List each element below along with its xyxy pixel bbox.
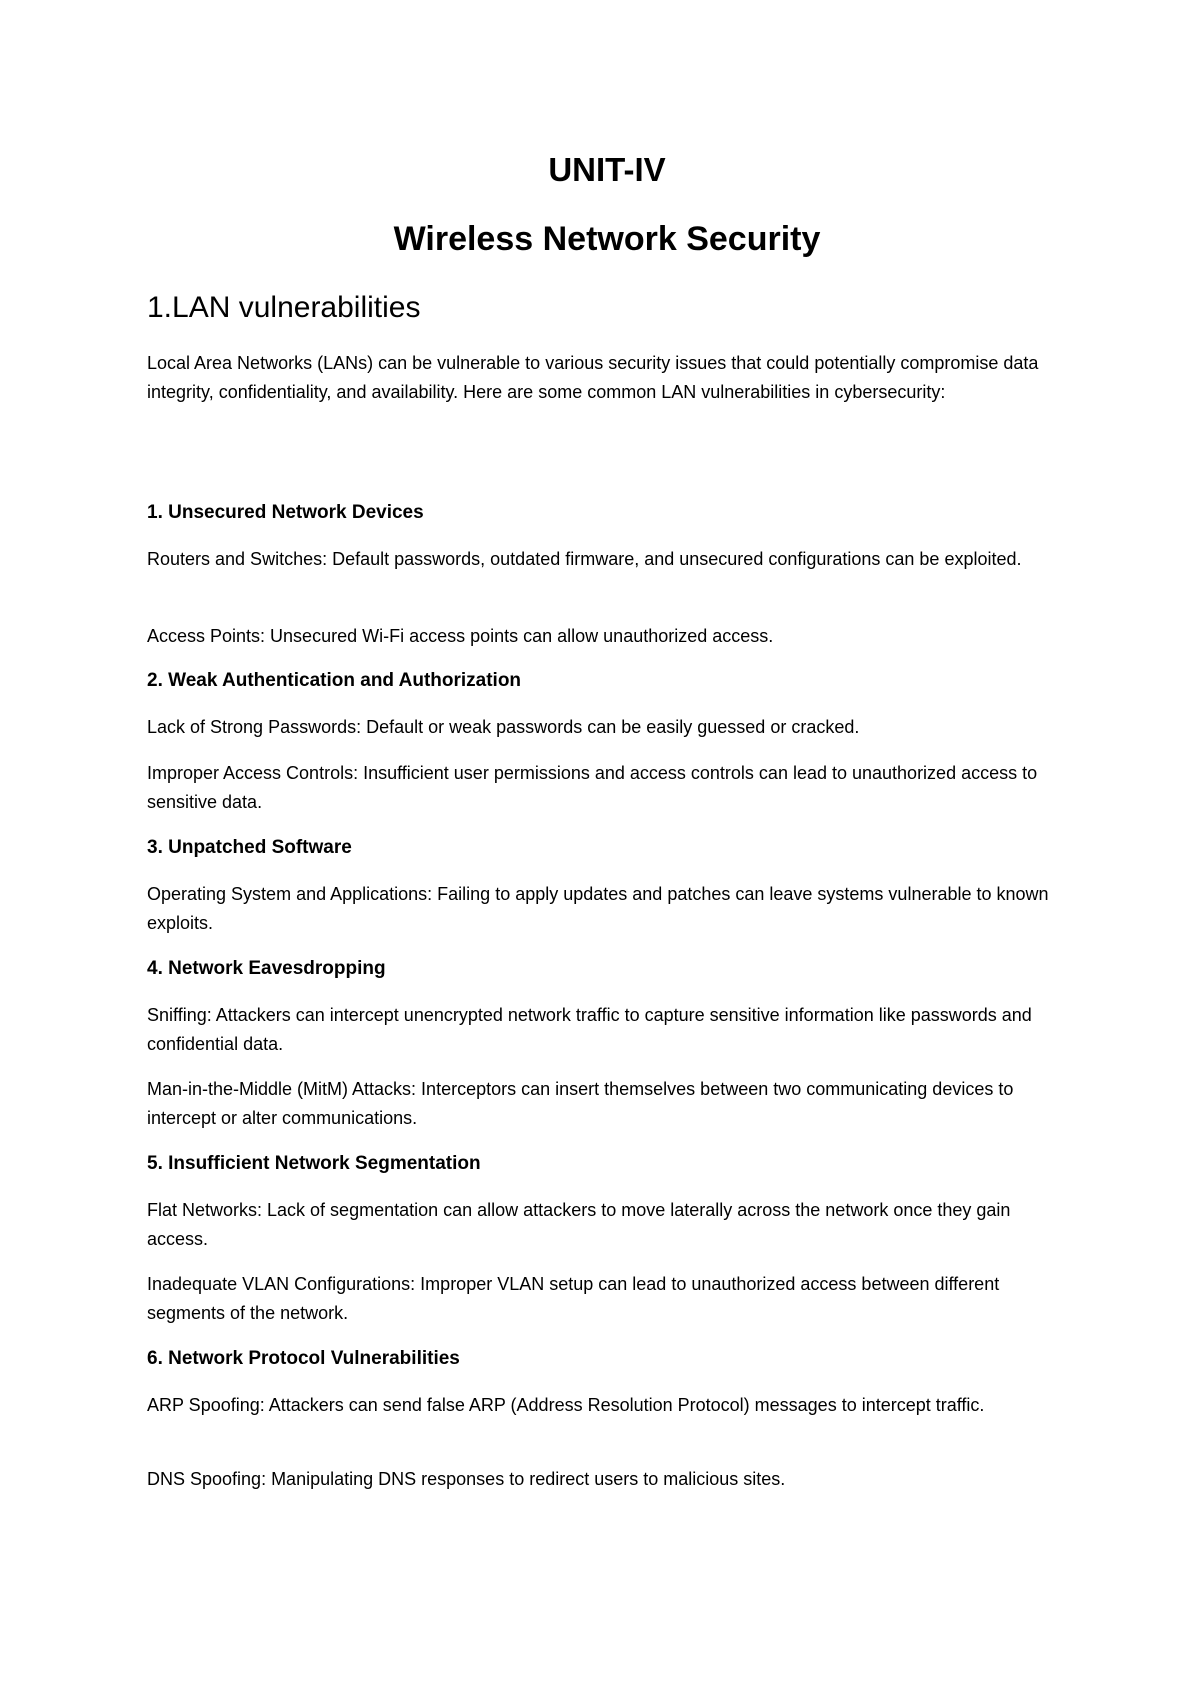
item-heading-4: 4. Network Eavesdropping [147, 958, 386, 979]
item-heading-2: 2. Weak Authentication and Authorization [147, 670, 522, 691]
item-heading-1: 1. Unsecured Network Devices [147, 502, 424, 523]
item-6-paragraph-1: ARP Spoofing: Attackers can send false ARP (Address Resolution Protocol) messages to intercept traffic. [147, 1395, 985, 1415]
item-1-paragraph-2: Access Points: Unsecured Wi-Fi access points can allow unauthorized access. [147, 626, 774, 646]
section-number: 1. [147, 291, 173, 324]
item-1-paragraph-1: Routers and Switches: Default passwords, outdated firmware, and unsecured configurations can be exploited. [147, 549, 1022, 569]
item-heading-6: 6. Network Protocol Vulnerabilities [147, 1348, 460, 1369]
item-5-paragraph-1: Flat Networks: Lack of segmentation can allow attackers to move laterally across the network once they gain access. [147, 1200, 1011, 1249]
item-2-paragraph-2: Improper Access Controls: Insufficient user permissions and access controls can lead to unauthorized access to sensitive data. [147, 763, 1038, 812]
item-4-paragraph-1: Sniffing: Attackers can intercept unencrypted network traffic to capture sensitive information like passwords and confidential data. [147, 1005, 1032, 1054]
document-title: Wireless Network Security [393, 220, 821, 258]
section-title: LAN vulnerabilities [172, 291, 421, 324]
item-6-paragraph-2: DNS Spoofing: Manipulating DNS responses to redirect users to malicious sites. [147, 1469, 786, 1489]
item-heading-5: 5. Insufficient Network Segmentation [147, 1153, 481, 1174]
section-heading [147, 289, 420, 327]
item-4-paragraph-2: Man-in-the-Middle (MitM) Attacks: Interceptors can insert themselves between two communicating devices to intercept or alter communications. [147, 1079, 1014, 1128]
unit-title: UNIT-IV [548, 151, 666, 188]
item-5-paragraph-2: Inadequate VLAN Configurations: Improper VLAN setup can lead to unauthorized access between different segments of the network. [147, 1274, 1000, 1323]
intro-paragraph: Local Area Networks (LANs) can be vulnerable to various security issues that could potentially compromise data integrity, confidentiality, and availability. Here are some common LAN vulnerabilities in cybersecurity: [147, 353, 1039, 402]
item-heading-3: 3. Unpatched Software [147, 837, 352, 858]
item-3-paragraph-1: Operating System and Applications: Failing to apply updates and patches can leave systems vulnerable to known exploits. [147, 884, 1049, 933]
item-2-paragraph-1: Lack of Strong Passwords: Default or weak passwords can be easily guessed or cracked. [147, 717, 860, 737]
